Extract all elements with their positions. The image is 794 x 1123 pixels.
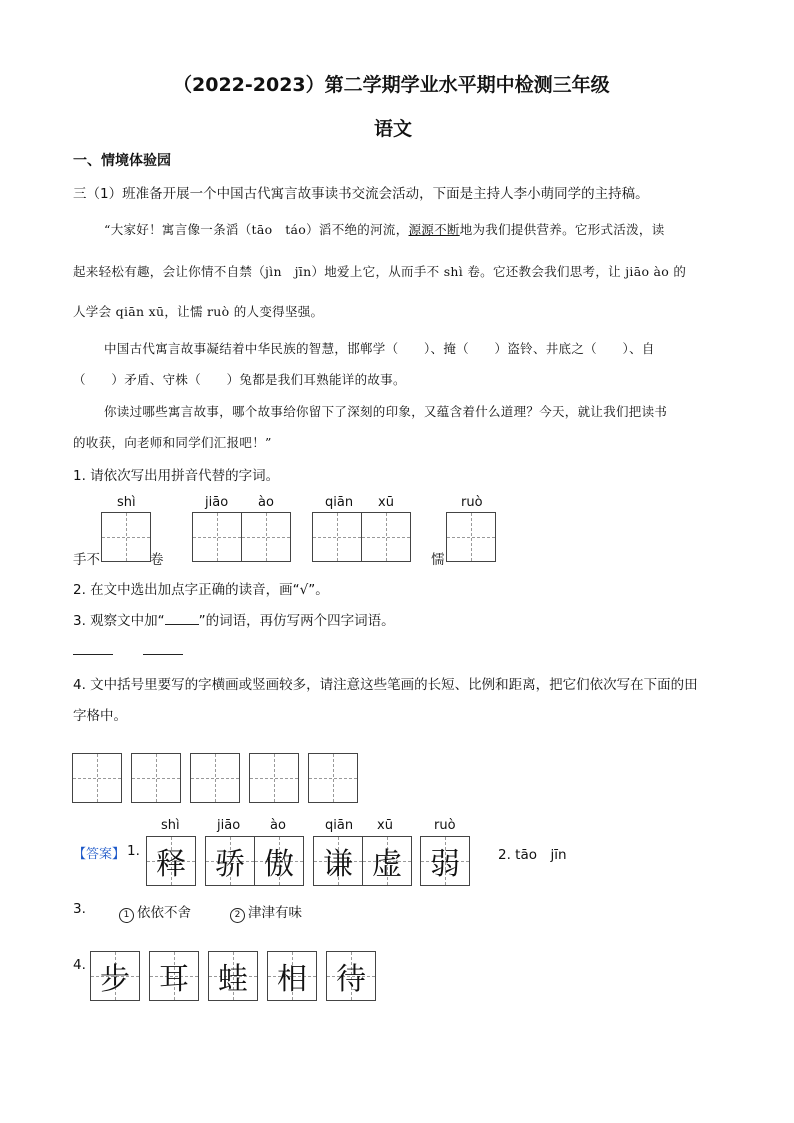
circled-number: 2 xyxy=(230,908,245,923)
passage-line-5: （ ）矛盾、守株（ ）兔都是我们耳熟能详的故事。 xyxy=(73,372,406,387)
answer-char-cell: 虚 xyxy=(362,836,412,886)
passage-line-2: 起来轻松有趣，会让你情不自禁（jìn jīn）地爱上它，从而手不 shì 卷。它还教会我们思考，让 jiāo ào 的 xyxy=(73,264,687,279)
answer-pinyin: ruò xyxy=(434,818,456,833)
question-3: 3. 观察文中加“ ”的词语，再仿写两个四字词语。 xyxy=(73,613,395,629)
tianzige-cell[interactable] xyxy=(312,512,362,562)
answer-pinyin: xū xyxy=(377,818,393,833)
tianzige-cell[interactable] xyxy=(72,753,122,803)
tianzige-cell[interactable] xyxy=(131,753,181,803)
tianzige-cell[interactable] xyxy=(308,753,358,803)
q1-pinyin: xū xyxy=(378,495,394,510)
tianzige-cell[interactable] xyxy=(101,512,151,562)
underlined-phrase: 源源不断 xyxy=(408,222,460,237)
tianzige-cell[interactable] xyxy=(446,512,496,562)
answer-pinyin: ào xyxy=(270,818,286,833)
answer-1-number: 1. xyxy=(127,843,140,859)
answer-blank[interactable] xyxy=(143,654,183,655)
question-4-line-2: 字格中。 xyxy=(73,708,127,724)
tianzige-cell[interactable] xyxy=(190,753,240,803)
question-4-line-1: 4. 文中括号里要写的字横画或竖画较多，请注意这些笔画的长短、比例和距离，把它们依次写在下面的田 xyxy=(73,677,698,693)
answer-2: 2. tāo jīn xyxy=(498,847,567,863)
answer-char-cell: 相 xyxy=(267,951,317,1001)
passage-line-4: 中国古代寓言故事凝结着中华民族的智慧，邯郸学（ ）、掩（ ）盗铃、井底之（ ）、自 xyxy=(104,341,655,356)
tianzige-cell[interactable] xyxy=(249,753,299,803)
q1-prefix: 手不 xyxy=(73,552,100,568)
answer-char-cell: 步 xyxy=(90,951,140,1001)
passage-line-3: 人学会 qiān xū，让懦 ruò 的人变得坚强。 xyxy=(73,304,324,319)
answer-char-cell: 弱 xyxy=(420,836,470,886)
answer-3-number: 3. xyxy=(73,901,86,917)
q1-pinyin: ruò xyxy=(461,495,483,510)
answer-blank[interactable] xyxy=(73,654,113,655)
q1-pinyin: qiān xyxy=(325,495,354,510)
q1-pinyin: jiāo xyxy=(205,495,229,510)
circled-number: 1 xyxy=(119,908,134,923)
answer-char-cell: 骄 xyxy=(205,836,255,886)
q1-pinyin: shì xyxy=(117,495,136,510)
subject-title: 语文 xyxy=(374,118,413,140)
question-1: 1. 请依次写出用拼音代替的字词。 xyxy=(73,468,280,484)
answer-char-cell: 释 xyxy=(146,836,196,886)
answer-3-item: 1 依依不舍 xyxy=(119,901,191,923)
answer-char-cell: 待 xyxy=(326,951,376,1001)
section-intro: 三（1）班准备开展一个中国古代寓言故事读书交流会活动，下面是主持人李小萌同学的主持稿。 xyxy=(73,186,649,202)
answer-4-number: 4. xyxy=(73,957,86,973)
answer-label: 【答案】 xyxy=(73,847,126,862)
answer-pinyin: qiān xyxy=(325,818,354,833)
answer-pinyin: shì xyxy=(161,818,180,833)
answer-3-item: 2 津津有味 xyxy=(230,901,302,923)
answer-char-cell: 傲 xyxy=(254,836,304,886)
tianzige-cell[interactable] xyxy=(192,512,242,562)
tianzige-cell[interactable] xyxy=(361,512,411,562)
q1-suffix: 卷 xyxy=(150,552,164,568)
q1-last-prefix: 懦 xyxy=(431,552,445,568)
tianzige-cell[interactable] xyxy=(241,512,291,562)
page-title: （2022-2023）第二学期学业水平期中检测三年级 xyxy=(173,74,610,96)
section-heading: 一、情境体验园 xyxy=(73,153,171,169)
passage-line-6: 你读过哪些寓言故事，哪个故事给你留下了深刻的印象，又蕴含着什么道理？今天，就让我们把读书 xyxy=(104,404,668,419)
answer-char-cell: 蛙 xyxy=(208,951,258,1001)
question-2: 2. 在文中选出加点字正确的读音，画“√”。 xyxy=(73,582,329,598)
answer-char-cell: 耳 xyxy=(149,951,199,1001)
passage-line-1: “大家好！寓言像一条滔（tāo táo）滔不绝的河流，源源不断地为我们提供营养。它形式活泼，读 xyxy=(104,222,665,237)
answer-char-cell: 谦 xyxy=(313,836,363,886)
answer-pinyin: jiāo xyxy=(217,818,241,833)
passage-line-7: 的收获，向老师和同学们汇报吧！” xyxy=(73,435,272,450)
q1-pinyin: ào xyxy=(258,495,274,510)
